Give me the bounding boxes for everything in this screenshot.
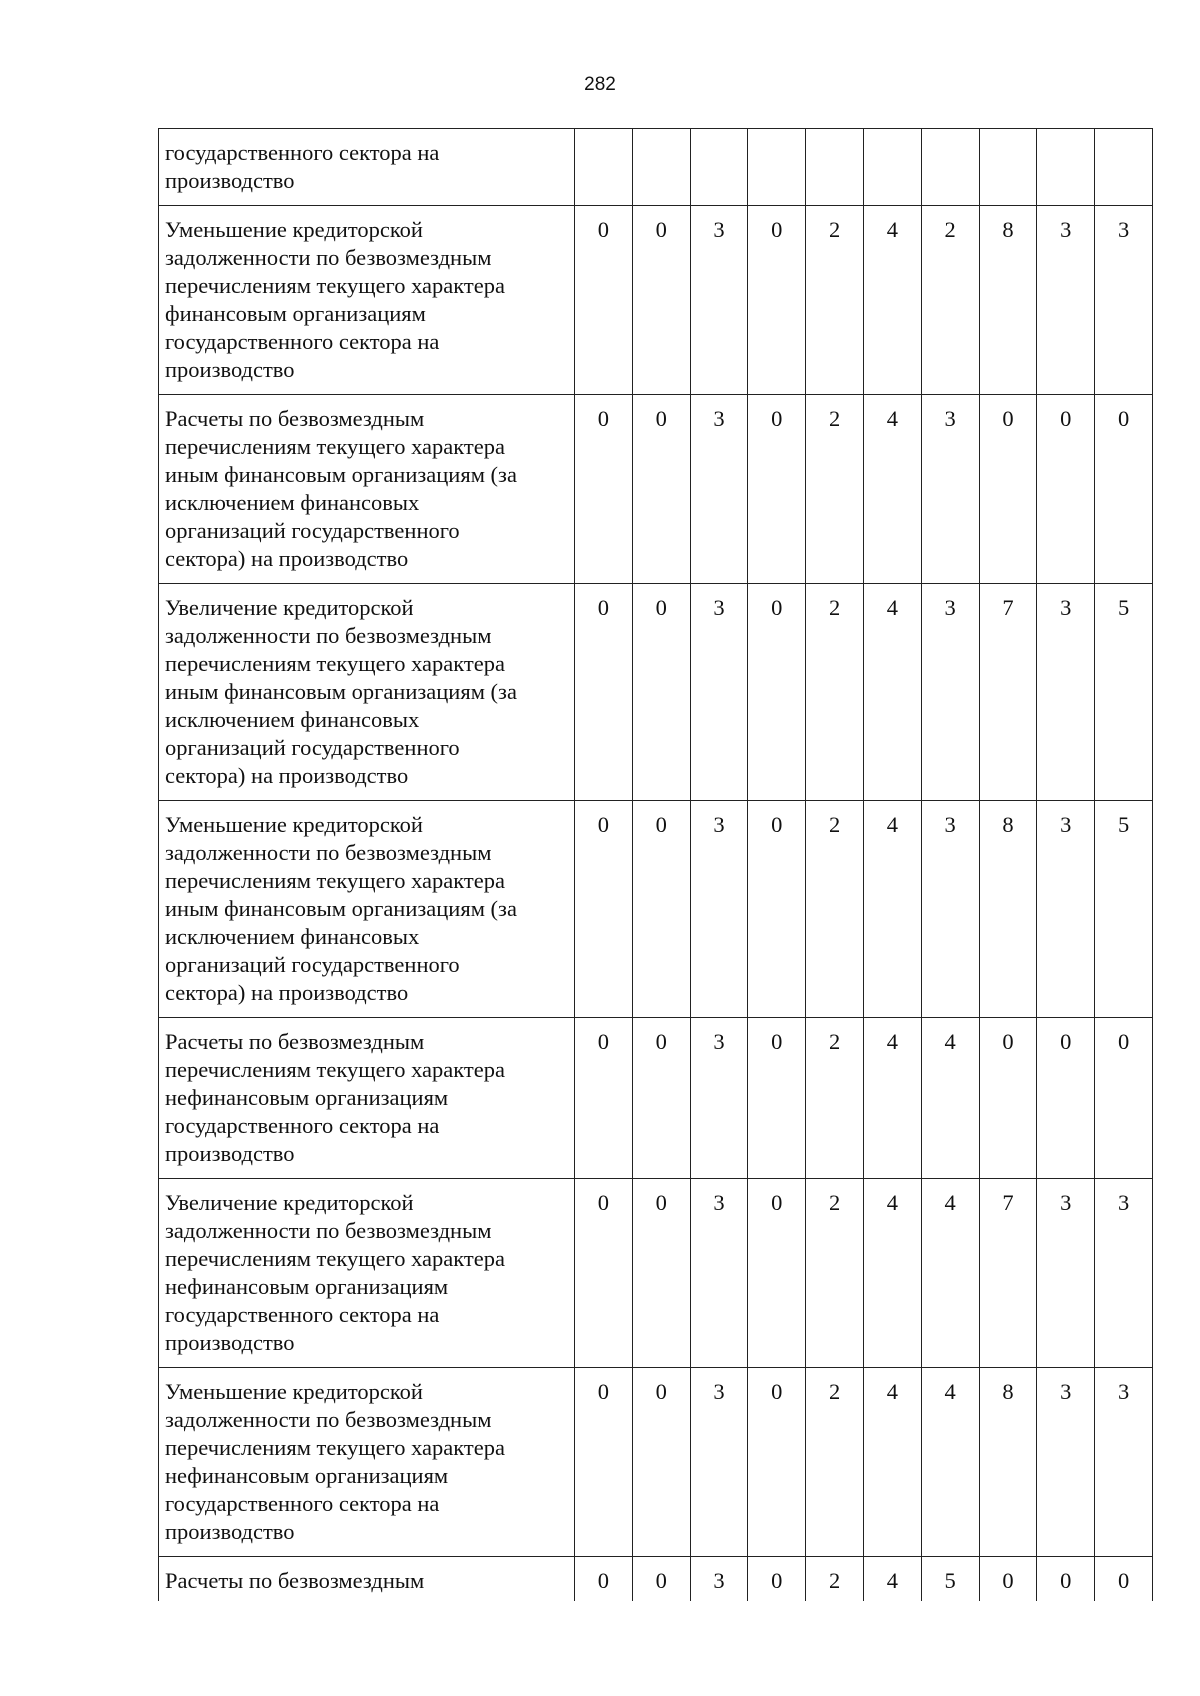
- code-digit-cell: 4: [863, 801, 921, 1018]
- code-digit-cell: 0: [575, 395, 633, 584]
- code-digit-cell: 0: [632, 801, 690, 1018]
- row-description: Расчеты по безвозмездным перечислениям текущего характера иным финансовым организациям (за исключением финансовых организаций государственного сектора) на производство: [159, 395, 575, 584]
- code-digit-cell: 0: [979, 1018, 1037, 1179]
- code-digit-cell: 0: [1095, 1018, 1153, 1179]
- code-digit-cell: 0: [575, 584, 633, 801]
- code-digit-cell: 0: [748, 1018, 806, 1179]
- code-digit-cell: [1095, 129, 1153, 206]
- code-digit-cell: 3: [690, 206, 748, 395]
- code-digit-cell: 0: [575, 1018, 633, 1179]
- code-digit-cell: 3: [1037, 1179, 1095, 1368]
- code-digit-cell: 0: [1037, 1018, 1095, 1179]
- row-description: Увеличение кредиторской задолженности по безвозмездным перечислениям текущего характера иным финансовым организациям (за исключением финансовых организаций государственного сектора) на производство: [159, 584, 575, 801]
- code-digit-cell: 8: [979, 206, 1037, 395]
- code-digit-cell: 4: [863, 584, 921, 801]
- code-digit-cell: 3: [690, 1368, 748, 1557]
- table-row: [159, 1018, 1153, 1179]
- code-digit-cell: 3: [1037, 801, 1095, 1018]
- code-digit-cell: 2: [806, 206, 864, 395]
- code-digit-cell: 0: [575, 801, 633, 1018]
- code-digit-cell: 0: [979, 1557, 1037, 1602]
- code-digit-cell: 4: [863, 206, 921, 395]
- code-digit-cell: 0: [748, 801, 806, 1018]
- code-digit-cell: 3: [690, 1018, 748, 1179]
- code-digit-cell: 3: [690, 1179, 748, 1368]
- code-digit-cell: [690, 129, 748, 206]
- code-digit-cell: 3: [1095, 206, 1153, 395]
- code-digit-cell: 0: [748, 395, 806, 584]
- code-digit-cell: 0: [748, 1557, 806, 1602]
- code-digit-cell: 3: [921, 801, 979, 1018]
- code-digit-cell: 2: [921, 206, 979, 395]
- code-digit-cell: [863, 129, 921, 206]
- code-digit-cell: 0: [1095, 1557, 1153, 1602]
- code-digit-cell: 0: [575, 1179, 633, 1368]
- code-digit-cell: 0: [979, 395, 1037, 584]
- code-digit-cell: 3: [1037, 1368, 1095, 1557]
- code-digit-cell: 0: [748, 1368, 806, 1557]
- code-digit-cell: 3: [1037, 584, 1095, 801]
- code-digit-cell: [632, 129, 690, 206]
- code-digit-cell: 2: [806, 1179, 864, 1368]
- code-digit-cell: 0: [632, 1179, 690, 1368]
- row-description: Расчеты по безвозмездным перечислениям текущего характера нефинансовым организациям государственного сектора на производство: [159, 1018, 575, 1179]
- code-digit-cell: [748, 129, 806, 206]
- code-digit-cell: 0: [632, 206, 690, 395]
- row-description: Уменьшение кредиторской задолженности по безвозмездным перечислениям текущего характера иным финансовым организациям (за исключением финансовых организаций государственного сектора) на производство: [159, 801, 575, 1018]
- code-digit-cell: 3: [1095, 1179, 1153, 1368]
- code-digit-cell: 3: [690, 801, 748, 1018]
- code-digit-cell: 0: [575, 1557, 633, 1602]
- code-digit-cell: 0: [632, 584, 690, 801]
- row-description: государственного сектора на производство: [159, 129, 575, 206]
- code-digit-cell: 2: [806, 584, 864, 801]
- code-digit-cell: 0: [632, 1018, 690, 1179]
- code-digit-cell: 0: [1037, 395, 1095, 584]
- code-digit-cell: 3: [690, 584, 748, 801]
- row-description: Уменьшение кредиторской задолженности по безвозмездным перечислениям текущего характера нефинансовым организациям государственного сектора на производство: [159, 1368, 575, 1557]
- code-digit-cell: 2: [806, 395, 864, 584]
- code-digit-cell: [575, 129, 633, 206]
- code-digit-cell: 2: [806, 801, 864, 1018]
- code-digit-cell: 2: [806, 1368, 864, 1557]
- code-digit-cell: 4: [863, 1368, 921, 1557]
- code-digit-cell: 0: [748, 584, 806, 801]
- code-digit-cell: 4: [863, 1018, 921, 1179]
- code-digit-cell: 0: [632, 1557, 690, 1602]
- table-body: [159, 129, 1153, 1602]
- code-digit-cell: 4: [921, 1368, 979, 1557]
- code-digit-cell: 3: [921, 584, 979, 801]
- code-digit-cell: 0: [575, 1368, 633, 1557]
- code-digit-cell: 3: [690, 395, 748, 584]
- code-digit-cell: 4: [863, 1179, 921, 1368]
- code-digit-cell: 0: [1095, 395, 1153, 584]
- table-row: [159, 129, 1153, 206]
- page-number: 282: [584, 74, 616, 95]
- table-row: [159, 1557, 1153, 1602]
- code-digit-cell: 8: [979, 801, 1037, 1018]
- table-row: [159, 584, 1153, 801]
- row-description: Увеличение кредиторской задолженности по безвозмездным перечислениям текущего характера нефинансовым организациям государственного сектора на производство: [159, 1179, 575, 1368]
- code-digit-cell: 2: [806, 1557, 864, 1602]
- code-digit-cell: 0: [748, 1179, 806, 1368]
- code-digit-cell: [921, 129, 979, 206]
- code-digit-cell: [979, 129, 1037, 206]
- table-row: [159, 395, 1153, 584]
- code-digit-cell: 7: [979, 584, 1037, 801]
- code-digit-cell: 3: [921, 395, 979, 584]
- code-digit-cell: 3: [1037, 206, 1095, 395]
- code-digit-cell: 0: [632, 395, 690, 584]
- code-digit-cell: 2: [806, 1018, 864, 1179]
- code-digit-cell: 3: [1095, 1368, 1153, 1557]
- code-digit-cell: 4: [921, 1179, 979, 1368]
- table-row: [159, 206, 1153, 395]
- code-digit-cell: 7: [979, 1179, 1037, 1368]
- code-digit-cell: 5: [1095, 801, 1153, 1018]
- budget-code-table: [158, 128, 1153, 1601]
- code-digit-cell: [806, 129, 864, 206]
- code-digit-cell: 4: [863, 395, 921, 584]
- code-digit-cell: 0: [1037, 1557, 1095, 1602]
- code-digit-cell: 0: [748, 206, 806, 395]
- code-digit-cell: 5: [1095, 584, 1153, 801]
- code-digit-cell: 5: [921, 1557, 979, 1602]
- code-digit-cell: [1037, 129, 1095, 206]
- code-digit-cell: 4: [921, 1018, 979, 1179]
- row-description: Расчеты по безвозмездным: [159, 1557, 575, 1602]
- table-row: [159, 1179, 1153, 1368]
- code-digit-cell: 0: [575, 206, 633, 395]
- table-row: [159, 801, 1153, 1018]
- row-description: Уменьшение кредиторской задолженности по безвозмездным перечислениям текущего характера финансовым организациям государственного сектора на производство: [159, 206, 575, 395]
- table-row: [159, 1368, 1153, 1557]
- code-digit-cell: 0: [632, 1368, 690, 1557]
- code-digit-cell: 3: [690, 1557, 748, 1602]
- code-digit-cell: 8: [979, 1368, 1037, 1557]
- code-digit-cell: 4: [863, 1557, 921, 1602]
